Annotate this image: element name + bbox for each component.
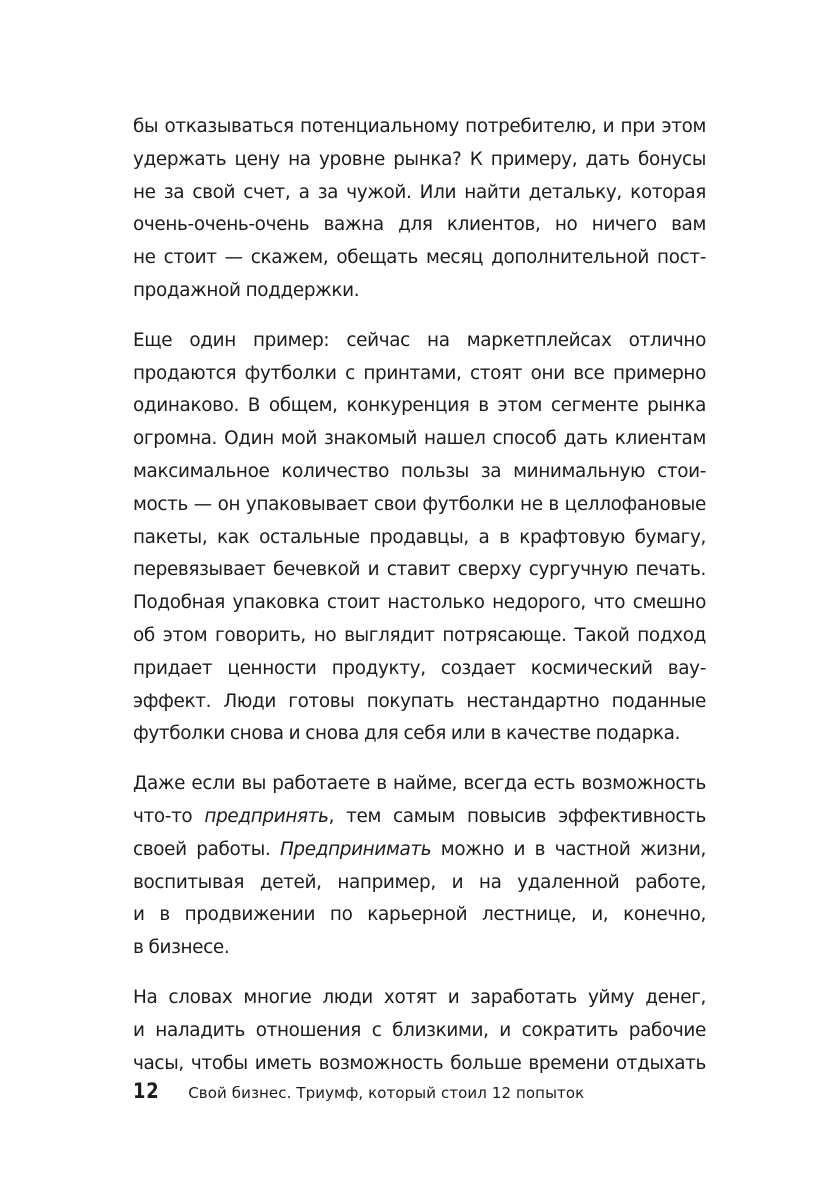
text-segment: не стоит — скажем, обещать месяц дополнительной пост- [133,247,706,269]
page-footer [133,1079,584,1109]
page-number: 12 [133,1079,160,1103]
running-title: Свой бизнес. Триумф, который стоил 12 попыток [188,1084,585,1102]
text-line [133,982,706,1015]
text-segment: перевязывает бечевкой и ставит сверху сургучную печать. [133,559,706,581]
text-segment: , тем самым повысив эффективность [328,805,707,827]
text-segment: продажной поддержки. [133,279,360,301]
text-segment: огромна. Один мой знакомый нашел способ дать клиентам [133,428,706,450]
text-line [133,801,706,834]
text-segment: не за свой счет, а за чужой. Или найти детальку, которая [133,181,706,203]
text-segment: одинаково. В общем, конкуренция в этом сегменте рынка [133,395,706,417]
text-line [133,899,706,932]
text-segment: и наладить отношения с близкими, и сократить рабочие [133,1019,706,1041]
text-segment: Еще один пример: сейчас на маркетплейсах отлично [133,329,706,351]
text-line [133,686,706,719]
text-segment: мость — он упаковывает свои футболки не в целлофановые [133,493,706,515]
italic-text: предпринять [204,805,329,827]
paragraph [133,111,706,308]
text-segment: придает ценности продукту, создает космический вау- [133,657,706,679]
text-line [133,834,706,867]
text-segment: максимальное количество пользы за минимальную стои- [133,460,706,482]
text-segment: продаются футболки с принтами, стоят они все примерно [133,362,706,384]
text-line [133,653,706,686]
italic-text: Предпринимать [279,838,432,860]
text-segment: удержать цену на уровне рынка? К примеру, дать бонусы [133,148,706,170]
text-line [133,620,706,653]
text-segment: Даже если вы работаете в найме, всегда есть возможность [133,773,706,795]
text-line [133,456,706,489]
text-line [133,144,706,177]
text-segment: об этом говорить, но выглядит потрясающе. Такой подход [133,624,706,646]
text-segment: очень-очень-очень важна для клиентов, но ничего вам [133,214,706,236]
text-line [133,489,706,522]
text-segment: Подобная упаковка стоит настолько недорого, что смешно [133,592,706,614]
text-segment: можно и в частной жизни, [431,838,706,860]
text-line [133,932,706,965]
text-line [133,1015,706,1048]
text-segment: часы, чтобы иметь возможность больше времени отдыхать [133,1052,706,1074]
paragraph [133,982,706,1080]
text-segment: эффект. Люди готовы покупать нестандартно поданные [133,690,706,712]
text-line [133,358,706,391]
text-line [133,111,706,144]
paragraph [133,768,706,965]
text-line [133,390,706,423]
body-text [133,111,706,1097]
text-line [133,867,706,900]
text-line [133,423,706,456]
text-line [133,718,706,751]
text-segment: пакеты, как остальные продавцы, а в крафтовую бумагу, [133,526,706,548]
text-line [133,554,706,587]
text-line [133,242,706,275]
text-segment: воспитывая детей, например, и на удаленной работе, [133,871,706,893]
text-line [133,587,706,620]
text-line [133,209,706,242]
text-segment: На словах многие люди хотят и заработать уйму денег, [133,986,706,1008]
text-segment: что-то [133,805,205,827]
paragraph [133,325,706,751]
text-line [133,275,706,308]
text-line [133,325,706,358]
text-segment: в бизнесе. [133,937,230,959]
text-line [133,177,706,210]
text-segment: и в продвижении по карьерной лестнице, и, конечно, [133,904,706,926]
text-segment: своей работы. [133,838,280,860]
text-line [133,522,706,555]
text-segment: футболки снова и снова для себя или в качестве подарка. [133,723,681,745]
text-line [133,768,706,801]
text-line [133,1048,706,1081]
text-segment: бы отказываться потенциальному потребителю, и при этом [133,116,706,137]
